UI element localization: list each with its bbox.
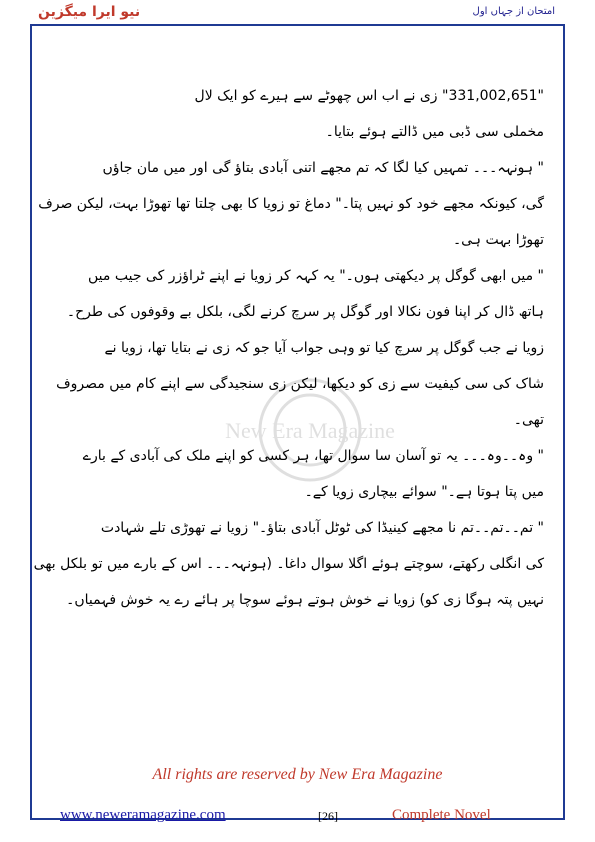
- story-title-header: امتحان از جہاں اول: [472, 6, 555, 17]
- body-line: تھی۔: [513, 412, 544, 428]
- body-line: "331,002,651" زی نے اب اس چھوٹے سے ہیرے کو ایک لال: [194, 88, 544, 104]
- body-line: ہاتھ ڈال کر اپنا فون نکالا اور گوگل پر سرچ کرنے لگی، بلکل بے وقوفوں کی طرح۔: [66, 304, 544, 320]
- copyright-notice: All rights are reserved by New Era Magazine: [152, 766, 443, 783]
- body-line: شاک کی سی کیفیت سے زی کو دیکھا، لیکن زی سنجیدگی سے اپنے کام میں مصروف: [56, 376, 544, 392]
- body-line: زویا نے جب گوگل پر سرچ کیا تو وہی جواب آیا جو کہ زی نے بتایا تھا، زویا نے: [104, 340, 544, 356]
- page-number: [26]: [318, 809, 338, 823]
- watermark-text: New Era Magazine: [225, 418, 395, 443]
- body-line: " میں ابھی گوگل پر دیکھتی ہوں۔" یہ کہہ کر زویا نے اپنے ٹراؤزر کی جیب میں: [88, 268, 544, 284]
- website-link[interactable]: www.neweramagazine.com: [60, 807, 226, 823]
- body-line: گی، کیونکہ مجھے خود کو نہیں پتا۔" دماغ تو زویا کا بھی چلتا تھا تھوڑا بہت، لیکن صرف: [38, 196, 544, 212]
- body-line: میں پتا ہوتا ہے۔" سوائے بیچاری زویا کے۔: [304, 484, 544, 500]
- body-line: " ہونہہ۔۔۔ تمہیں کیا لگا کہ تم مجھے اتنی آبادی بتاؤ گی اور میں مان جاؤں: [102, 160, 544, 176]
- novel-label: Complete Novel: [392, 807, 491, 823]
- magazine-name-header: نیو ایرا میگزین: [38, 4, 141, 20]
- body-line: " تم۔۔تم۔۔تم نا مجھے کینیڈا کی ٹوٹل آبادی بتاؤ۔" زویا نے تھوڑی تلے شہادت: [100, 520, 544, 536]
- body-line: نہیں پتہ ہوگا زی کو) زویا نے خوش ہوتے ہوئے سوچا پر ہائے رے یہ خوش فہمیاں۔: [66, 592, 544, 608]
- story-body: [33, 78, 544, 618]
- body-line: کی انگلی رکھتے، سوچتے ہوئے اگلا سوال داغا۔ (ہونہہ۔۔۔ اس کے بارے میں تو بلکل بھی: [33, 556, 544, 572]
- body-line: تھوڑا بہت ہی۔: [452, 232, 544, 248]
- body-line: مخملی سی ڈبی میں ڈالتے ہوئے بتایا۔: [325, 124, 544, 140]
- body-line: " وہ۔۔وہ۔۔۔ یہ تو آسان سا سوال تھا، ہر کسی کو اپنے ملک کی آبادی کے بارے: [82, 448, 544, 464]
